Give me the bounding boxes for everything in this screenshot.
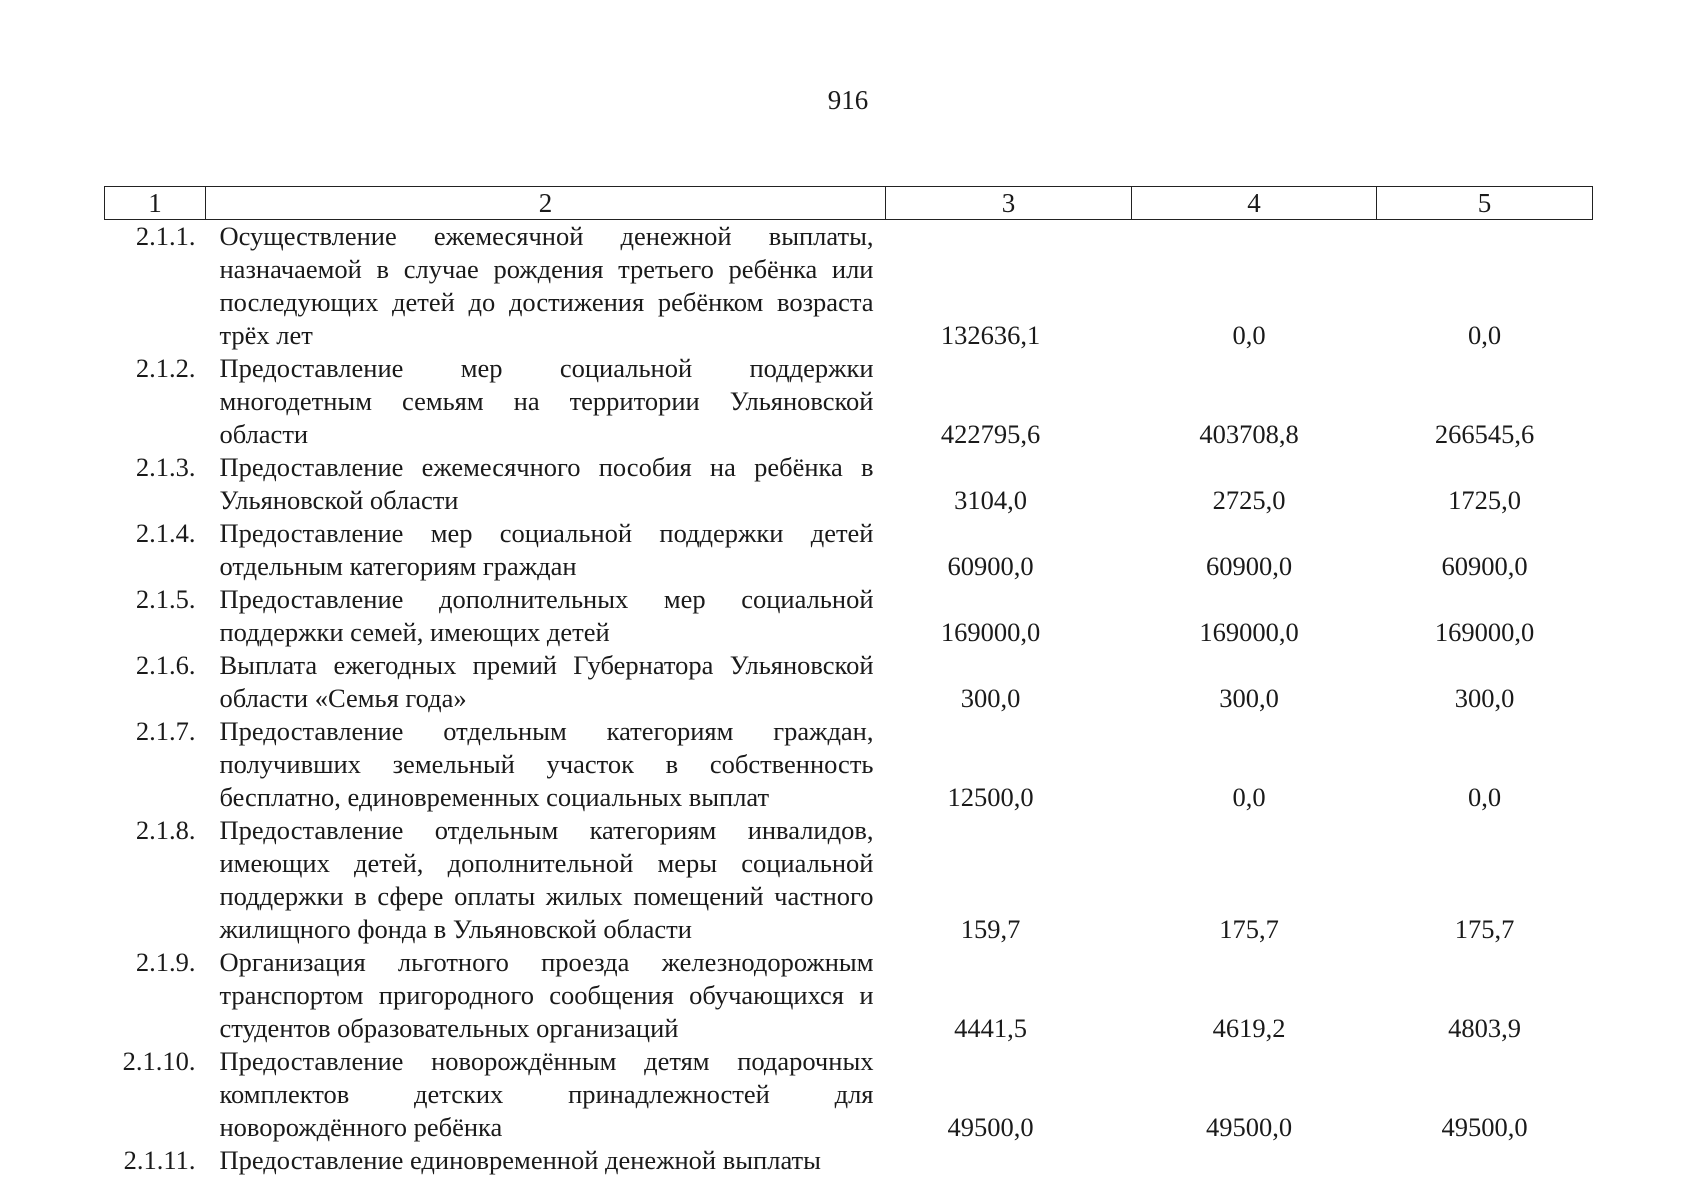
table-row xyxy=(105,220,1593,353)
row-value-col-3 xyxy=(886,1144,1132,1177)
row-value-col-5: 266545,6 xyxy=(1434,419,1535,449)
table-row xyxy=(105,814,1593,946)
table-row xyxy=(105,649,1593,715)
row-number: 2.1.3. xyxy=(135,452,196,482)
table-row xyxy=(105,715,1593,814)
row-number: 2.1.6. xyxy=(135,650,196,680)
row-value-col-5: 0,0 xyxy=(1467,320,1502,350)
row-value-col-3: 49500,0 xyxy=(947,1112,1034,1142)
row-value-col-3: 159,7 xyxy=(960,914,1021,944)
row-description: Организация льготного проезда железнодорожным транспортом пригородного сообщения обучающихся и студентов образовательных организаций xyxy=(219,947,874,1043)
row-value-col-3: 3104,0 xyxy=(954,485,1027,515)
row-number: 2.1.9. xyxy=(135,947,196,977)
row-number: 2.1.11. xyxy=(123,1145,196,1175)
row-description: Осуществление ежемесячной денежной выплаты, назначаемой в случае рождения третьего ребёнка или последующих детей до достижения ребёнком возраста трёх лет xyxy=(219,221,874,350)
row-value-col-4: 403708,8 xyxy=(1199,419,1299,449)
row-value-col-3: 300,0 xyxy=(960,683,1021,713)
row-value-col-3: 12500,0 xyxy=(947,782,1034,812)
row-value-col-5: 175,7 xyxy=(1454,914,1515,944)
row-description: Выплата ежегодных премий Губернатора Ульяновской области «Семья года» xyxy=(219,650,874,713)
row-value-col-4: 300,0 xyxy=(1219,683,1279,713)
header-row xyxy=(105,187,1593,220)
row-value-col-4 xyxy=(1132,1144,1377,1177)
row-description: Предоставление отдельным категориям граждан, получивших земельный участок в собственность бесплатно, единовременных социальных выплат xyxy=(219,716,874,812)
row-number: 2.1.7. xyxy=(135,716,196,746)
row-value-col-5: 60900,0 xyxy=(1441,551,1528,581)
row-value-col-4: 4619,2 xyxy=(1212,1013,1286,1043)
row-value-col-4: 2725,0 xyxy=(1212,485,1286,515)
header-col-3: 3 xyxy=(886,187,1132,220)
row-number: 2.1.4. xyxy=(135,518,196,548)
row-value-col-4: 169000,0 xyxy=(1199,617,1299,647)
table-row xyxy=(105,1144,1593,1177)
header-col-2: 2 xyxy=(206,187,886,220)
row-value-col-5: 1725,0 xyxy=(1448,485,1521,515)
header-col-1: 1 xyxy=(105,187,206,220)
row-value-col-5 xyxy=(1377,1144,1593,1177)
page-number: 916 xyxy=(827,85,869,115)
row-value-col-4: 60900,0 xyxy=(1205,551,1293,581)
row-value-col-4: 0,0 xyxy=(1232,782,1266,812)
table-header xyxy=(105,187,1593,220)
row-value-col-5: 49500,0 xyxy=(1441,1112,1528,1142)
row-number: 2.1.8. xyxy=(135,815,196,845)
table-row xyxy=(105,946,1593,1045)
header-col-5: 5 xyxy=(1377,187,1593,220)
row-value-col-3: 422795,6 xyxy=(940,419,1041,449)
table-row xyxy=(105,1045,1593,1144)
row-value-col-5: 0,0 xyxy=(1467,782,1502,812)
header-col-4: 4 xyxy=(1132,187,1377,220)
row-number: 2.1.10. xyxy=(122,1046,196,1076)
row-description: Предоставление единовременной денежной выплаты xyxy=(219,1145,821,1175)
table-row xyxy=(105,583,1593,649)
row-description: Предоставление мер социальной поддержки многодетным семьям на территории Ульяновской области xyxy=(219,353,874,449)
row-value-col-4: 0,0 xyxy=(1232,320,1266,350)
budget-table xyxy=(104,186,1593,1177)
row-description: Предоставление дополнительных мер социальной поддержки семей, имеющих детей xyxy=(219,584,874,647)
table-body xyxy=(105,220,1593,1178)
table-row xyxy=(105,352,1593,451)
row-description: Предоставление новорождённым детям подарочных комплектов детских принадлежностей для новорождённого ребёнка xyxy=(219,1046,874,1142)
row-value-col-5: 169000,0 xyxy=(1434,617,1535,647)
row-number: 2.1.1. xyxy=(135,221,196,251)
row-value-col-3: 4441,5 xyxy=(954,1013,1027,1043)
table-row xyxy=(105,517,1593,583)
row-description: Предоставление мер социальной поддержки детей отдельным категориям граждан xyxy=(219,518,874,581)
row-value-col-3: 132636,1 xyxy=(940,320,1041,350)
row-value-col-5: 300,0 xyxy=(1454,683,1515,713)
row-value-col-4: 175,7 xyxy=(1219,914,1279,944)
row-description: Предоставление ежемесячного пособия на ребёнка в Ульяновской области xyxy=(219,452,874,515)
row-value-col-5: 4803,9 xyxy=(1448,1013,1521,1043)
row-description: Предоставление отдельным категориям инвалидов, имеющих детей, дополнительной меры социальной поддержки в сфере оплаты жилых помещений частного жилищного фонда в Ульяновской области xyxy=(219,815,874,944)
row-value-col-3: 60900,0 xyxy=(947,551,1034,581)
row-value-col-4: 49500,0 xyxy=(1205,1112,1293,1142)
row-number: 2.1.2. xyxy=(135,353,196,383)
row-value-col-3: 169000,0 xyxy=(940,617,1041,647)
table-row xyxy=(105,451,1593,517)
row-number: 2.1.5. xyxy=(135,584,196,614)
